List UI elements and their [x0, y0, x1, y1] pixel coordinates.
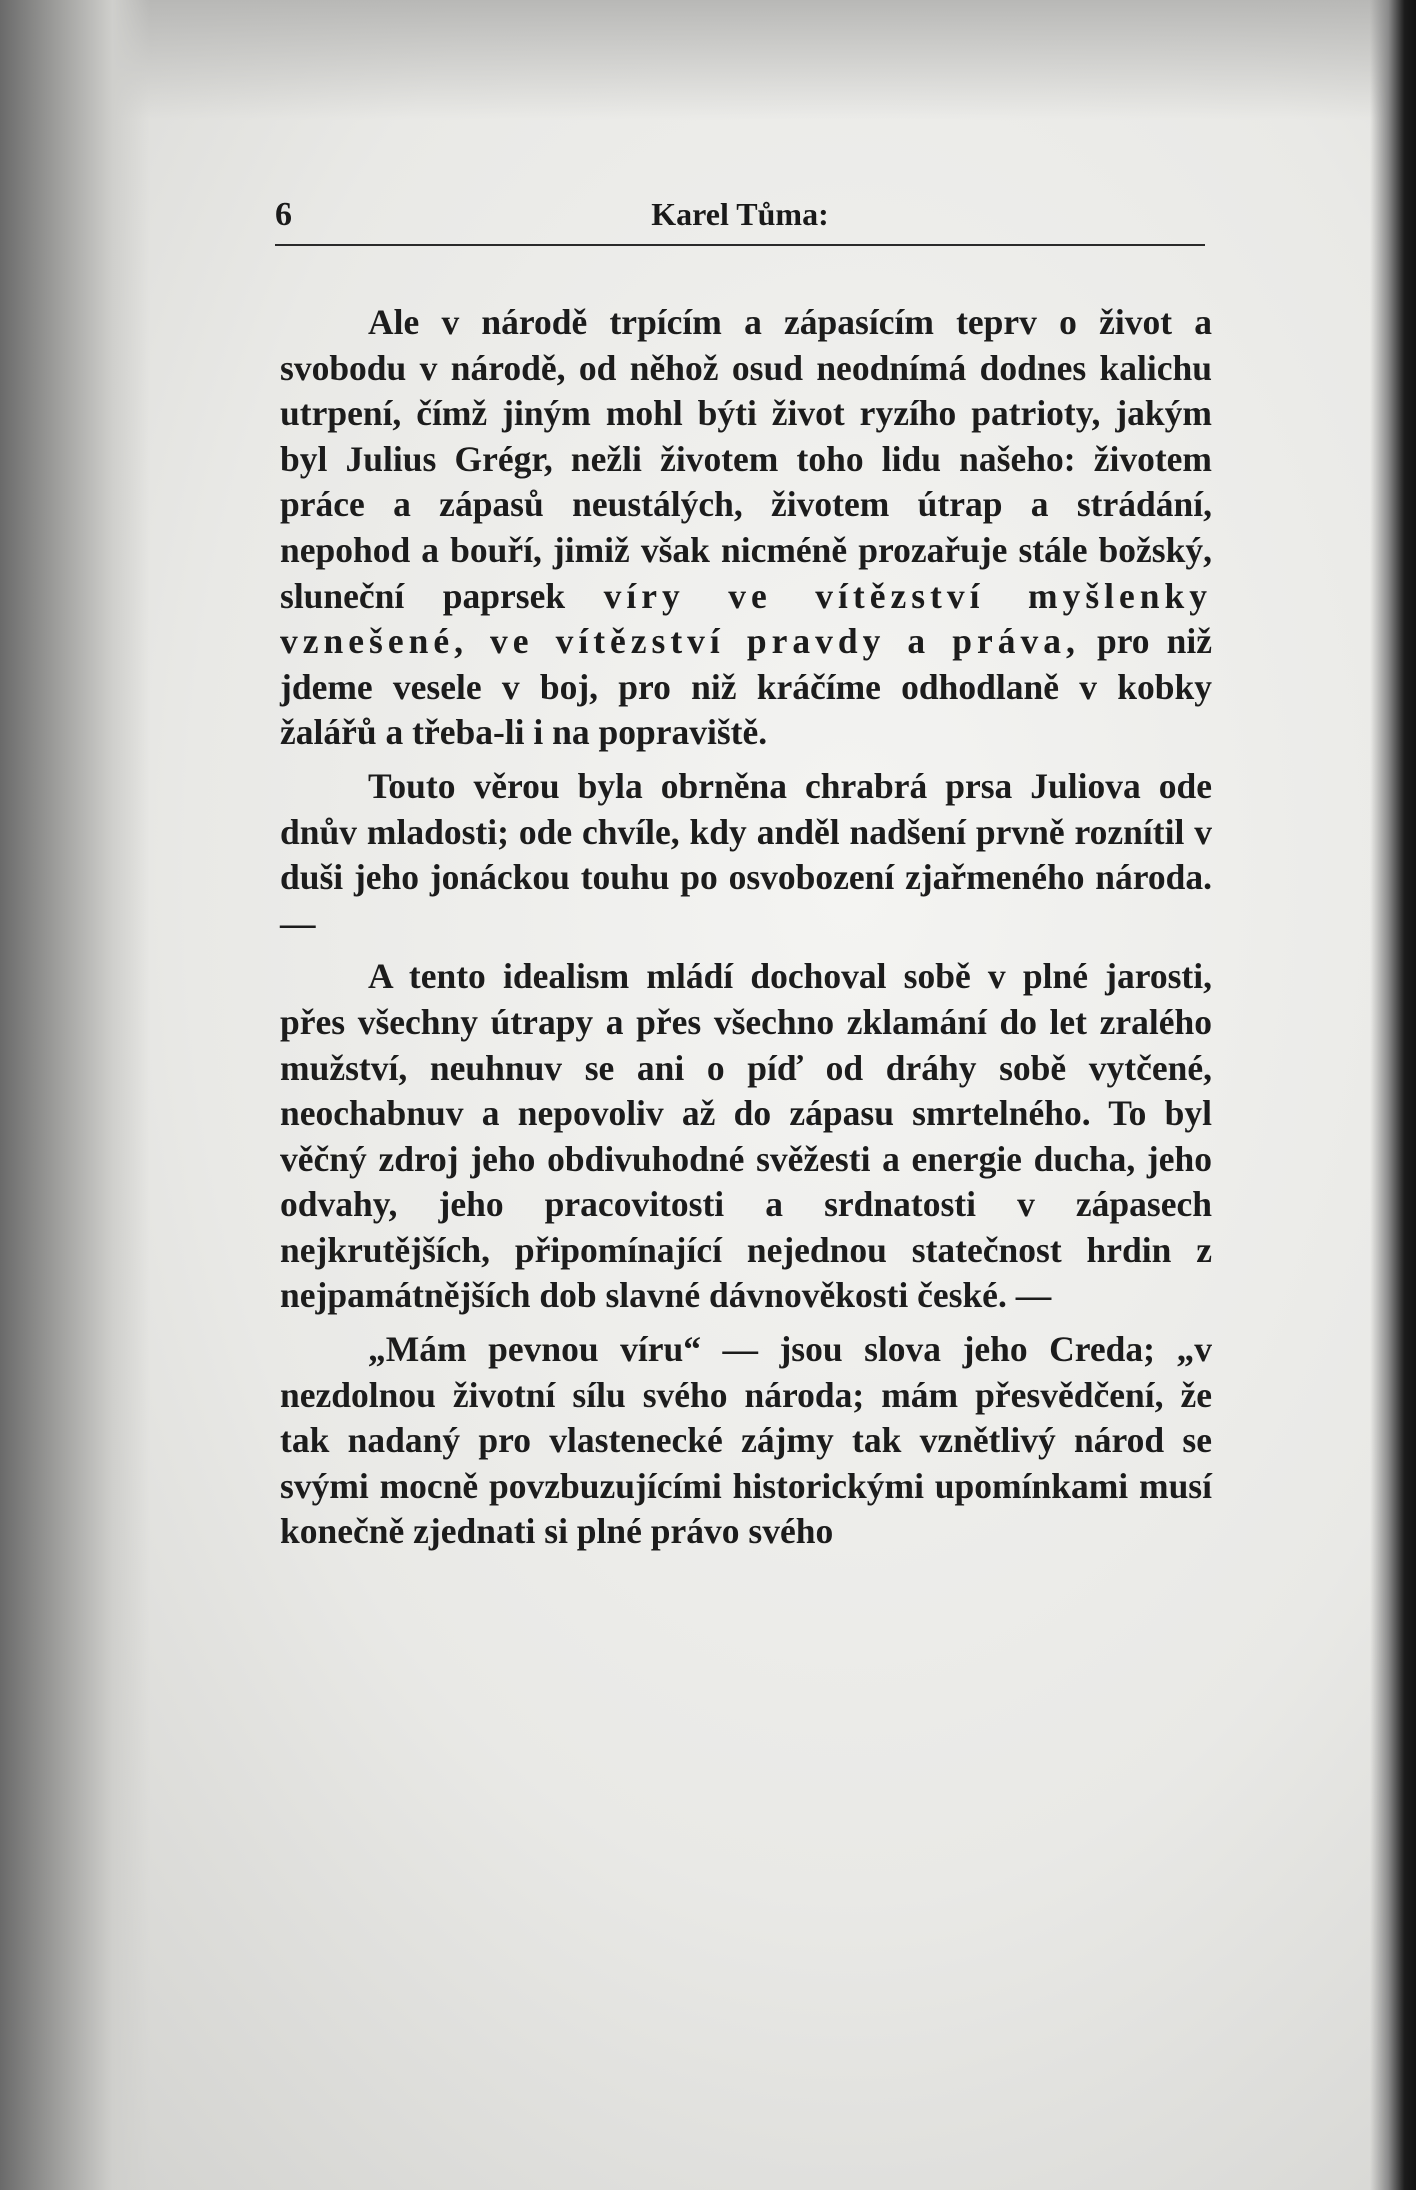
page-edge-shadow-right: [1370, 0, 1416, 2190]
paragraph-1-spaced-text: víry ve vítězství myšlenky vznešené, ve vítězství pravdy a práva,: [280, 575, 1212, 662]
paragraph-2: Touto věrou byla obrněna chrabrá prsa Juliova ode dnův mladosti; ode chvíle, kdy anděl nadšení prvně roznítil v duši jeho jonáckou touhu po osvobození zjařmeného národa. —: [280, 765, 1212, 943]
body-text: [280, 300, 1212, 1555]
page-edge-shadow-left: [0, 0, 150, 2190]
paragraph-1-text-a: Ale v národě trpícím a zápasícím teprv o život a svobodu v národě, od něhož osud neodnímá dodnes kalichu utrpení, čímž jiným mohl býti život ryzího patrioty, jakým byl Julius Grégr, nežli životem toho lidu našeho: životem práce a zápasů neustálých, životem útrap a strádání, nepohod a bouří, jimiž však nicméně prozařuje stále božský, sluneční paprsek: [280, 302, 1212, 616]
paragraph-1-text-b: pro niž jdeme vesele v boj, pro niž kráčíme odhodlaně v kobky žalářů a třeba-li i na popraviště.: [280, 621, 1212, 753]
paragraph-3: A tento idealism mládí dochoval sobě v plné jarosti, přes všechny útrapy a přes všechno zklamání do let zralého mužství, neuhnuv se ani o píď od dráhy sobě vytčené, neochabnuv a nepovoliv až do zápasu smrtelného. To byl věčný zdroj jeho obdivuhodné svěžesti a energie ducha, jeho odvahy, jeho pracovitosti a srdnatosti v zápasech nejkrutějších, připomínající nejednou statečnost hrdin z nejpamátnějších dob slavné dávnověkosti české. —: [280, 956, 1212, 1316]
header-rule: [275, 244, 1205, 246]
running-head: Karel Tůma:: [651, 196, 829, 232]
paragraph-1: [280, 300, 1212, 756]
page-number: 6: [275, 196, 292, 233]
paragraph-4: „Mám pevnou víru“ — jsou slova jeho Creda; „v nezdolnou životní sílu svého národa; mám přesvědčení, že tak nadaný pro vlastenecké zájmy tak vznětlivý národ se svými mocně povzbuzujícími historickými upomínkami musí konečně zjednati si plné právo svého: [280, 1329, 1212, 1552]
page-header: [275, 196, 1205, 240]
page-edge-shadow-top: [0, 0, 1416, 120]
